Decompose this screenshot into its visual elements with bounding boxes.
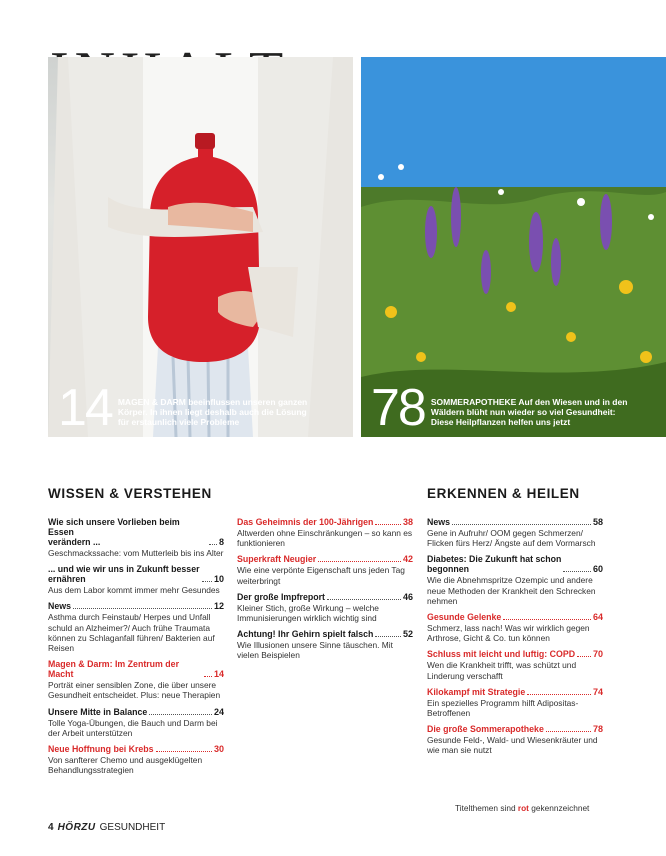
section-heading-erkennen: ERKENNEN & HEILEN [427, 486, 580, 501]
toc-entry[interactable] [237, 517, 413, 548]
toc-entry-title: Unsere Mitte in Balance [48, 706, 148, 717]
toc-entry-page: 30 [213, 744, 224, 755]
toc-entry-title: Die große Sommerapotheke [427, 724, 544, 735]
toc-entry-heading [237, 592, 413, 602]
toc-entry-heading [427, 517, 603, 527]
toc-entry-heading [237, 629, 413, 639]
toc-entry-title: Gesunde Gelenke [427, 612, 502, 623]
toc-entry-page: 46 [402, 591, 413, 602]
dot-leader [527, 694, 591, 695]
toc-entry-page: 24 [213, 706, 224, 717]
toc-entry-description: Geschmackssache: vom Mutterleib bis ins Alter [48, 548, 224, 558]
dot-leader [375, 524, 401, 525]
toc-column-2 [237, 517, 413, 667]
toc-entry[interactable] [237, 554, 413, 585]
dot-leader [375, 636, 401, 637]
toc-entry-description: Gesunde Feld-, Wald- und Wiesenkräuter und wie man sie nutzt [427, 735, 598, 756]
dot-leader [577, 656, 591, 657]
toc-entry-page: 74 [592, 686, 603, 697]
toc-entry-heading [237, 554, 413, 564]
toc-entry-title: Wie sich unsere Vorlieben beim Essen verändern ... [48, 517, 180, 547]
toc-entry-description: Asthma durch Feinstaub/ Herpes und Unfall schuld an Alzheimer?/ Auch frühe Traumata können zu Schlaganfall führen/ Bakterien auf Reisen [48, 612, 215, 654]
dot-leader [327, 599, 401, 600]
dot-leader [202, 581, 212, 582]
toc-entry-heading [427, 554, 603, 574]
magazine-logo: HÖRZU [57, 822, 96, 833]
toc-entry-page: 78 [592, 724, 603, 735]
dot-leader [503, 619, 591, 620]
toc-entry-title: News [48, 601, 71, 612]
toc-entry-heading [48, 601, 224, 611]
feature-photo-digestion[interactable] [48, 57, 353, 437]
magazine-section: GESUNDHEIT [99, 822, 166, 833]
dot-leader [204, 676, 212, 677]
toc-entry-page: 70 [592, 649, 603, 660]
toc-entry-page: 58 [592, 517, 603, 527]
toc-entry[interactable] [48, 564, 224, 595]
dot-leader [452, 524, 591, 525]
toc-entry-page: 12 [213, 601, 224, 612]
dot-leader [318, 561, 401, 562]
toc-entry-heading [427, 649, 603, 659]
toc-entry-heading [48, 517, 224, 547]
feature-page-number: 78 [371, 379, 425, 437]
toc-entry-heading [427, 612, 603, 622]
feature-caption-herbs [371, 379, 636, 437]
toc-column-1 [48, 517, 224, 781]
toc-entry-page: 10 [213, 574, 224, 585]
toc-entry-description: Wie die Abnehmspritze Ozempic und andere neue Methoden der Krankheit den Schrecken nehmen [427, 575, 596, 606]
toc-entry-description: Altwerden ohne Einschränkungen – so kann es funktionieren [237, 528, 413, 549]
toc-entry[interactable] [48, 659, 224, 700]
toc-entry-title: Der große Impfreport [237, 591, 325, 602]
toc-entry[interactable] [237, 629, 413, 660]
toc-entry-page: 14 [213, 669, 224, 680]
toc-entry-description: Aus dem Labor kommt immer mehr Gesundes [48, 585, 220, 596]
toc-entry-description: Von sanfterer Chemo und ausgeklügelten Behandlungsstrategien [48, 755, 203, 776]
toc-entry-description: Kleiner Stich, große Wirkung – welche Immunisierungen wirklich wichtig sind [237, 602, 379, 624]
toc-entry-heading [237, 517, 413, 527]
toc-entry-heading [427, 724, 603, 734]
dot-leader [156, 751, 212, 752]
footnote: Titelthemen sind rot gekennzeichnet [455, 803, 590, 813]
toc-entry[interactable] [427, 517, 603, 548]
toc-entry-title: Schluss mit leicht und luftig: COPD [427, 649, 576, 660]
page-number: 4 [48, 822, 54, 833]
toc-entry-heading [427, 687, 603, 697]
toc-entry[interactable] [427, 687, 603, 718]
page-footer [48, 822, 165, 833]
toc-entry[interactable] [48, 744, 224, 775]
toc-entry-title: News [427, 517, 450, 527]
toc-entry-description: Wen die Krankheit trifft, was schützt und Linderung verschafft [427, 660, 577, 681]
toc-entry[interactable] [427, 724, 603, 755]
toc-entry-title: Magen & Darm: Im Zentrum der Macht [48, 659, 179, 680]
section-heading-wissen: WISSEN & VERSTEHEN [48, 486, 212, 501]
toc-entry-heading [48, 564, 224, 584]
toc-entry-heading [48, 744, 224, 754]
toc-entry-title: ... und wie wir uns in Zukunft besser ernähren [48, 564, 200, 585]
toc-entry-page: 8 [218, 537, 224, 547]
toc-entry-page: 38 [402, 517, 413, 527]
dot-leader [563, 571, 591, 572]
toc-entry-description: Ein spezielles Programm hilft Adipositas-Betroffenen [427, 697, 579, 719]
toc-entry-description: Gene in Aufruhr/ OOM gegen Schmerzen/ Flicken fürs Herz/ Ängste auf dem Vormarsch [427, 528, 596, 549]
toc-entry[interactable] [48, 707, 224, 738]
dot-leader [149, 714, 212, 715]
toc-entry[interactable] [427, 612, 603, 643]
toc-entry[interactable] [427, 554, 603, 606]
toc-entry-description: Wie Illusionen unsere Sinne täuschen. Mit vielen Beispielen [237, 640, 393, 661]
feature-teaser: SOMMERAPOTHEKE Auf den Wiesen und in den Wäldern blüht nun wieder so viel Gesundheit: Diese Heilpflanzen helfen uns jetzt [430, 397, 628, 427]
toc-entry-page: 64 [592, 612, 603, 623]
toc-entry-title: Das Geheimnis der 100-Jährigen [237, 517, 374, 527]
feature-page-number: 14 [58, 379, 112, 437]
toc-entry-description: Schmerz, lass nach! Was wir wirklich gegen Arthrose, Gicht & Co. tun können [427, 623, 590, 644]
toc-entry[interactable] [48, 517, 224, 558]
toc-entry[interactable] [427, 649, 603, 680]
dot-leader [209, 544, 217, 545]
toc-entry-title: Achtung! Ihr Gehirn spielt falsch [237, 629, 374, 640]
toc-entry-page: 42 [402, 554, 413, 565]
toc-entry-description: Wie eine verpönte Eigenschaft uns jeden Tag weiterbringt [237, 565, 405, 586]
toc-entry-page: 60 [592, 564, 603, 575]
toc-column-3 [427, 517, 603, 762]
toc-entry-title: Diabetes: Die Zukunft hat schon begonnen [427, 554, 562, 575]
toc-entry-title: Neue Hoffnung bei Krebs [48, 744, 154, 755]
toc-entry[interactable] [237, 592, 413, 623]
toc-entry-title: Superkraft Neugier [237, 554, 317, 565]
dot-leader [546, 731, 591, 732]
toc-entry-page: 52 [402, 629, 413, 640]
toc-entry-description: Tolle Yoga-Übungen, die Bauch und Darm bei der Arbeit unterstützen [48, 717, 218, 738]
toc-entry-title: Kilokampf mit Strategie [427, 686, 526, 697]
feature-caption-digestion [58, 379, 308, 437]
toc-entry-description: Porträt einer sensiblen Zone, die über unsere Gesundheit entscheidet. Plus: neue Therapien [48, 680, 221, 701]
feature-teaser: MAGEN & DARM beeinflussen unseren ganzen Körper. In ihnen liegt deshalb auch die Lösung für erstaunlich viele Probleme [117, 397, 308, 427]
toc-entry-heading [48, 659, 224, 679]
toc-entry-heading [48, 707, 224, 717]
toc-entry[interactable] [48, 601, 224, 653]
feature-photo-herbs[interactable] [361, 57, 666, 437]
dot-leader [73, 608, 212, 609]
